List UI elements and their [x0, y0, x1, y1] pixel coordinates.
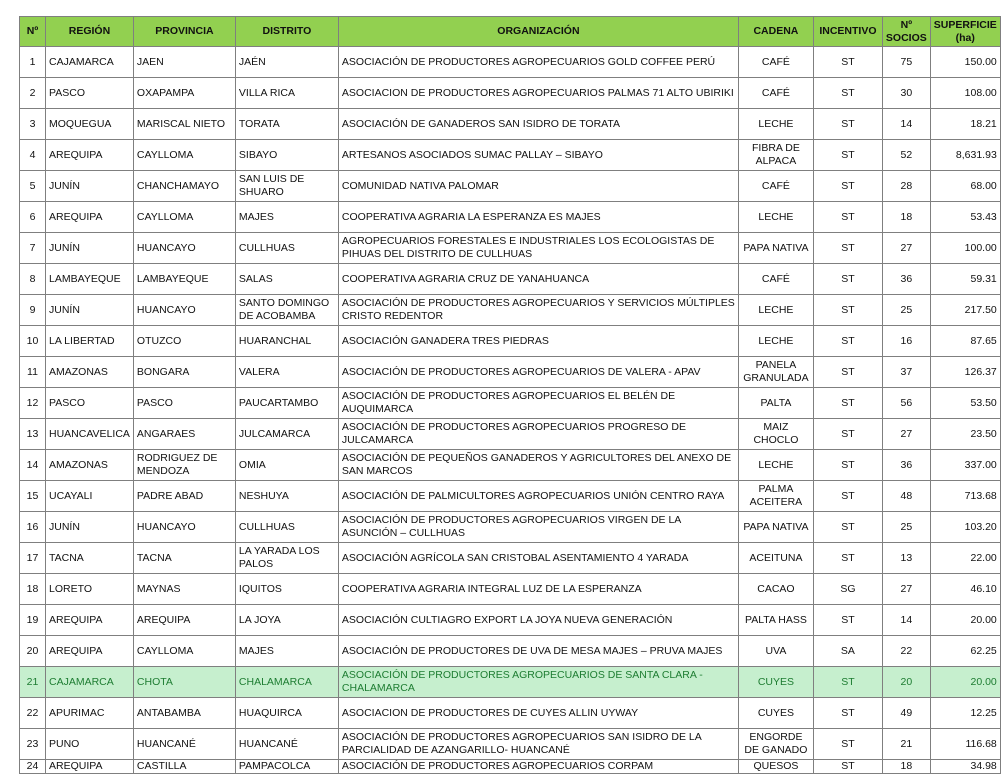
cell-superficie[interactable]: 68.00 [930, 171, 1000, 202]
cell-num[interactable]: 15 [20, 481, 46, 512]
cell-superficie[interactable]: 713.68 [930, 481, 1000, 512]
cell-organizacion[interactable]: AGROPECUARIOS FORESTALES E INDUSTRIALES LOS ECOLOGISTAS DE PIHUAS DEL DISTRITO DE CULLHUAS [338, 233, 738, 264]
cell-socios[interactable]: 56 [882, 388, 930, 419]
cell-incentivo[interactable]: ST [813, 171, 882, 202]
cell-provincia[interactable]: LAMBAYEQUE [133, 264, 235, 295]
cell-cadena[interactable]: LECHE [738, 295, 813, 326]
cell-organizacion[interactable]: ASOCIACION DE PRODUCTORES DE CUYES ALLIN UYWAY [338, 698, 738, 729]
cell-distrito[interactable]: PAMPACOLCA [235, 760, 338, 774]
table-row[interactable] [20, 419, 1001, 450]
cell-distrito[interactable]: VILLA RICA [235, 78, 338, 109]
cell-incentivo[interactable]: ST [813, 450, 882, 481]
cell-incentivo[interactable]: ST [813, 729, 882, 760]
cell-distrito[interactable]: LA YARADA LOS PALOS [235, 543, 338, 574]
cell-incentivo[interactable]: ST [813, 512, 882, 543]
cell-num[interactable]: 11 [20, 357, 46, 388]
cell-socios[interactable]: 13 [882, 543, 930, 574]
cell-distrito[interactable]: JAÉN [235, 47, 338, 78]
cell-provincia[interactable]: TACNA [133, 543, 235, 574]
cell-distrito[interactable]: SIBAYO [235, 140, 338, 171]
cell-cadena[interactable]: CAFÉ [738, 47, 813, 78]
cell-superficie[interactable]: 12.25 [930, 698, 1000, 729]
cell-superficie[interactable]: 108.00 [930, 78, 1000, 109]
cell-distrito[interactable]: MAJES [235, 636, 338, 667]
table-row[interactable] [20, 760, 1001, 774]
cell-organizacion[interactable]: ASOCIACIÓN DE PRODUCTORES AGROPECUARIOS PROGRESO DE JULCAMARCA [338, 419, 738, 450]
cell-num[interactable]: 5 [20, 171, 46, 202]
table-row[interactable] [20, 78, 1001, 109]
table-row[interactable] [20, 481, 1001, 512]
cell-num[interactable]: 13 [20, 419, 46, 450]
cell-region[interactable]: UCAYALI [46, 481, 134, 512]
cell-superficie[interactable]: 150.00 [930, 47, 1000, 78]
cell-organizacion[interactable]: COOPERATIVA AGRARIA INTEGRAL LUZ DE LA ESPERANZA [338, 574, 738, 605]
cell-num[interactable]: 7 [20, 233, 46, 264]
cell-region[interactable]: APURIMAC [46, 698, 134, 729]
cell-num[interactable]: 4 [20, 140, 46, 171]
cell-distrito[interactable]: SAN LUIS DE SHUARO [235, 171, 338, 202]
cell-organizacion[interactable]: ASOCIACIÓN DE PRODUCTORES AGROPECUARIOS GOLD COFFEE PERÚ [338, 47, 738, 78]
cell-superficie[interactable]: 217.50 [930, 295, 1000, 326]
table-row[interactable] [20, 47, 1001, 78]
cell-distrito[interactable]: CULLHUAS [235, 233, 338, 264]
cell-num[interactable]: 18 [20, 574, 46, 605]
cell-provincia[interactable]: AREQUIPA [133, 605, 235, 636]
cell-incentivo[interactable]: ST [813, 140, 882, 171]
cell-incentivo[interactable]: ST [813, 264, 882, 295]
cell-organizacion[interactable]: ASOCIACIÓN DE PRODUCTORES AGROPECUARIOS CORPAM [338, 760, 738, 774]
cell-provincia[interactable]: CASTILLA [133, 760, 235, 774]
cell-num[interactable]: 9 [20, 295, 46, 326]
cell-socios[interactable]: 36 [882, 264, 930, 295]
cell-provincia[interactable]: OTUZCO [133, 326, 235, 357]
cell-provincia[interactable]: CAYLLOMA [133, 202, 235, 233]
cell-region[interactable]: AMAZONAS [46, 450, 134, 481]
cell-socios[interactable]: 18 [882, 202, 930, 233]
table-row[interactable] [20, 202, 1001, 233]
cell-organizacion[interactable]: ASOCIACIÓN AGRÍCOLA SAN CRISTOBAL ASENTAMIENTO 4 YARADA [338, 543, 738, 574]
cell-cadena[interactable]: LECHE [738, 326, 813, 357]
cell-distrito[interactable]: OMIA [235, 450, 338, 481]
cell-region[interactable]: PUNO [46, 729, 134, 760]
cell-superficie[interactable]: 62.25 [930, 636, 1000, 667]
cell-num[interactable]: 10 [20, 326, 46, 357]
cell-region[interactable]: LORETO [46, 574, 134, 605]
cell-region[interactable]: AREQUIPA [46, 760, 134, 774]
cell-incentivo[interactable]: ST [813, 543, 882, 574]
cell-provincia[interactable]: ANTABAMBA [133, 698, 235, 729]
cell-superficie[interactable]: 20.00 [930, 667, 1000, 698]
cell-distrito[interactable]: SANTO DOMINGO DE ACOBAMBA [235, 295, 338, 326]
cell-superficie[interactable]: 18.21 [930, 109, 1000, 140]
header-num[interactable]: Nº [20, 17, 46, 47]
cell-num[interactable]: 6 [20, 202, 46, 233]
cell-socios[interactable]: 48 [882, 481, 930, 512]
cell-distrito[interactable]: JULCAMARCA [235, 419, 338, 450]
cell-region[interactable]: JUNÍN [46, 233, 134, 264]
table-row[interactable] [20, 326, 1001, 357]
cell-socios[interactable]: 27 [882, 419, 930, 450]
cell-cadena[interactable]: PALTA [738, 388, 813, 419]
cell-superficie[interactable]: 20.00 [930, 605, 1000, 636]
cell-cadena[interactable]: PAPA NATIVA [738, 233, 813, 264]
cell-organizacion[interactable]: ASOCIACIÓN GANADERA TRES PIEDRAS [338, 326, 738, 357]
cell-socios[interactable]: 27 [882, 233, 930, 264]
cell-distrito[interactable]: HUAQUIRCA [235, 698, 338, 729]
cell-socios[interactable]: 18 [882, 760, 930, 774]
header-row [20, 17, 1001, 47]
table-row[interactable] [20, 388, 1001, 419]
cell-organizacion[interactable]: ASOCIACIÓN DE PRODUCTORES DE UVA DE MESA MAJES – PRUVA MAJES [338, 636, 738, 667]
cell-cadena[interactable]: CAFÉ [738, 264, 813, 295]
cell-cadena[interactable]: LECHE [738, 202, 813, 233]
cell-socios[interactable]: 27 [882, 574, 930, 605]
table-row[interactable] [20, 357, 1001, 388]
cell-num[interactable]: 16 [20, 512, 46, 543]
cell-socios[interactable]: 37 [882, 357, 930, 388]
cell-num[interactable]: 3 [20, 109, 46, 140]
cell-socios[interactable]: 75 [882, 47, 930, 78]
cell-region[interactable]: AREQUIPA [46, 140, 134, 171]
cell-cadena[interactable]: UVA [738, 636, 813, 667]
cell-organizacion[interactable]: ASOCIACIÓN DE PRODUCTORES AGROPECUARIOS Y SERVICIOS MÚLTIPLES CRISTO REDENTOR [338, 295, 738, 326]
cell-provincia[interactable]: CHANCHAMAYO [133, 171, 235, 202]
header-region[interactable]: REGIÓN [46, 17, 134, 47]
cell-socios[interactable]: 14 [882, 109, 930, 140]
cell-cadena[interactable]: CACAO [738, 574, 813, 605]
cell-provincia[interactable]: HUANCAYO [133, 233, 235, 264]
cell-incentivo[interactable]: ST [813, 667, 882, 698]
cell-provincia[interactable]: CHOTA [133, 667, 235, 698]
cell-incentivo[interactable]: ST [813, 295, 882, 326]
table-row[interactable] [20, 140, 1001, 171]
cell-region[interactable]: AMAZONAS [46, 357, 134, 388]
cell-organizacion[interactable]: ASOCIACIÓN DE PRODUCTORES AGROPECUARIOS EL BELÉN DE AUQUIMARCA [338, 388, 738, 419]
cell-organizacion[interactable]: ASOCIACIÓN DE PRODUCTORES AGROPECUARIOS VIRGEN DE LA ASUNCIÓN – CULLHUAS [338, 512, 738, 543]
table-row[interactable] [20, 512, 1001, 543]
cell-incentivo[interactable]: ST [813, 202, 882, 233]
table-row[interactable] [20, 698, 1001, 729]
cell-region[interactable]: TACNA [46, 543, 134, 574]
cell-provincia[interactable]: PADRE ABAD [133, 481, 235, 512]
cell-socios[interactable]: 21 [882, 729, 930, 760]
cell-region[interactable]: CAJAMARCA [46, 47, 134, 78]
cell-socios[interactable]: 25 [882, 295, 930, 326]
cell-incentivo[interactable]: ST [813, 481, 882, 512]
cell-superficie[interactable]: 126.37 [930, 357, 1000, 388]
table-row[interactable] [20, 636, 1001, 667]
cell-region[interactable]: AREQUIPA [46, 202, 134, 233]
cell-incentivo[interactable]: SA [813, 636, 882, 667]
cell-num[interactable]: 2 [20, 78, 46, 109]
cell-superficie[interactable]: 22.00 [930, 543, 1000, 574]
cell-num[interactable]: 8 [20, 264, 46, 295]
cell-incentivo[interactable]: ST [813, 419, 882, 450]
cell-provincia[interactable]: CAYLLOMA [133, 636, 235, 667]
cell-organizacion[interactable]: ASOCIACIÓN CULTIAGRO EXPORT LA JOYA NUEVA GENERACIÓN [338, 605, 738, 636]
table-row[interactable] [20, 450, 1001, 481]
cell-cadena[interactable]: FIBRA DE ALPACA [738, 140, 813, 171]
cell-socios[interactable]: 22 [882, 636, 930, 667]
cell-socios[interactable]: 16 [882, 326, 930, 357]
table-row[interactable] [20, 171, 1001, 202]
table-row[interactable] [20, 233, 1001, 264]
cell-distrito[interactable]: SALAS [235, 264, 338, 295]
cell-region[interactable]: JUNÍN [46, 171, 134, 202]
cell-region[interactable]: LAMBAYEQUE [46, 264, 134, 295]
cell-num[interactable]: 23 [20, 729, 46, 760]
cell-cadena[interactable]: CAFÉ [738, 171, 813, 202]
cell-organizacion[interactable]: ASOCIACION DE PRODUCTORES AGROPECUARIOS PALMAS 71 ALTO UBIRIKI [338, 78, 738, 109]
cell-provincia[interactable]: PASCO [133, 388, 235, 419]
header-cadena[interactable]: CADENA [738, 17, 813, 47]
cell-organizacion[interactable]: ASOCIACIÓN DE PRODUCTORES AGROPECUARIOS SAN ISIDRO DE LA PARCIALIDAD DE AZANGARILLO- HUANCANÉ [338, 729, 738, 760]
cell-distrito[interactable]: MAJES [235, 202, 338, 233]
cell-incentivo[interactable]: ST [813, 78, 882, 109]
cell-incentivo[interactable]: ST [813, 698, 882, 729]
cell-organizacion[interactable]: ASOCIACIÓN DE PRODUCTORES AGROPECUARIOS DE VALERA - APAV [338, 357, 738, 388]
cell-organizacion[interactable]: ARTESANOS ASOCIADOS SUMAC PALLAY – SIBAYO [338, 140, 738, 171]
cell-organizacion[interactable]: COMUNIDAD NATIVA PALOMAR [338, 171, 738, 202]
cell-num[interactable]: 24 [20, 760, 46, 774]
cell-superficie[interactable]: 34.98 [930, 760, 1000, 774]
cell-provincia[interactable]: OXAPAMPA [133, 78, 235, 109]
cell-num[interactable]: 20 [20, 636, 46, 667]
cell-distrito[interactable]: CHALAMARCA [235, 667, 338, 698]
cell-provincia[interactable]: MAYNAS [133, 574, 235, 605]
cell-cadena[interactable]: CUYES [738, 698, 813, 729]
table-row[interactable] [20, 109, 1001, 140]
cell-cadena[interactable]: CUYES [738, 667, 813, 698]
cell-superficie[interactable]: 53.50 [930, 388, 1000, 419]
cell-distrito[interactable]: HUARANCHAL [235, 326, 338, 357]
cell-num[interactable]: 21 [20, 667, 46, 698]
cell-superficie[interactable]: 103.20 [930, 512, 1000, 543]
cell-provincia[interactable]: BONGARA [133, 357, 235, 388]
cell-organizacion[interactable]: ASOCIACIÓN DE GANADEROS SAN ISIDRO DE TORATA [338, 109, 738, 140]
cell-distrito[interactable]: IQUITOS [235, 574, 338, 605]
cell-region[interactable]: LA LIBERTAD [46, 326, 134, 357]
header-organizacion[interactable]: ORGANIZACIÓN [338, 17, 738, 47]
cell-distrito[interactable]: HUANCANÉ [235, 729, 338, 760]
cell-region[interactable]: PASCO [46, 388, 134, 419]
cell-provincia[interactable]: HUANCAYO [133, 512, 235, 543]
cell-superficie[interactable]: 53.43 [930, 202, 1000, 233]
cell-socios[interactable]: 49 [882, 698, 930, 729]
cell-socios[interactable]: 25 [882, 512, 930, 543]
table-row[interactable] [20, 543, 1001, 574]
cell-cadena[interactable]: CAFÉ [738, 78, 813, 109]
cell-num[interactable]: 22 [20, 698, 46, 729]
cell-incentivo[interactable]: ST [813, 388, 882, 419]
cell-incentivo[interactable]: SG [813, 574, 882, 605]
table-row[interactable] [20, 264, 1001, 295]
cell-superficie[interactable]: 8,631.93 [930, 140, 1000, 171]
cell-num[interactable]: 17 [20, 543, 46, 574]
cell-provincia[interactable]: MARISCAL NIETO [133, 109, 235, 140]
cell-superficie[interactable]: 23.50 [930, 419, 1000, 450]
cell-region[interactable]: MOQUEGUA [46, 109, 134, 140]
header-socios[interactable]: Nº SOCIOS [882, 17, 930, 47]
cell-superficie[interactable]: 87.65 [930, 326, 1000, 357]
cell-distrito[interactable]: VALERA [235, 357, 338, 388]
cell-cadena[interactable]: PALMA ACEITERA [738, 481, 813, 512]
cell-region[interactable]: AREQUIPA [46, 605, 134, 636]
cell-socios[interactable]: 28 [882, 171, 930, 202]
cell-organizacion[interactable]: ASOCIACIÓN DE PALMICULTORES AGROPECUARIOS UNIÓN CENTRO RAYA [338, 481, 738, 512]
cell-cadena[interactable]: PAPA NATIVA [738, 512, 813, 543]
table-row[interactable] [20, 295, 1001, 326]
cell-region[interactable]: JUNÍN [46, 512, 134, 543]
cell-distrito[interactable]: NESHUYA [235, 481, 338, 512]
cell-distrito[interactable]: CULLHUAS [235, 512, 338, 543]
header-incentivo[interactable]: INCENTIVO [813, 17, 882, 47]
cell-organizacion[interactable]: ASOCIACIÓN DE PEQUEÑOS GANADEROS Y AGRICULTORES DEL ANEXO DE SAN MARCOS [338, 450, 738, 481]
cell-region[interactable]: CAJAMARCA [46, 667, 134, 698]
table-row[interactable] [20, 667, 1001, 698]
organizations-table [19, 16, 1001, 774]
cell-socios[interactable]: 30 [882, 78, 930, 109]
cell-cadena[interactable]: ACEITUNA [738, 543, 813, 574]
cell-incentivo[interactable]: ST [813, 109, 882, 140]
cell-num[interactable]: 12 [20, 388, 46, 419]
cell-cadena[interactable]: LECHE [738, 109, 813, 140]
cell-superficie[interactable]: 59.31 [930, 264, 1000, 295]
table-row[interactable] [20, 605, 1001, 636]
cell-cadena[interactable]: LECHE [738, 450, 813, 481]
cell-incentivo[interactable]: ST [813, 760, 882, 774]
cell-num[interactable]: 14 [20, 450, 46, 481]
cell-superficie[interactable]: 337.00 [930, 450, 1000, 481]
cell-cadena[interactable]: ENGORDE DE GANADO [738, 729, 813, 760]
cell-provincia[interactable]: ANGARAES [133, 419, 235, 450]
cell-incentivo[interactable]: ST [813, 233, 882, 264]
cell-region[interactable]: PASCO [46, 78, 134, 109]
cell-incentivo[interactable]: ST [813, 605, 882, 636]
cell-organizacion[interactable]: COOPERATIVA AGRARIA CRUZ DE YANAHUANCA [338, 264, 738, 295]
cell-num[interactable]: 19 [20, 605, 46, 636]
cell-socios[interactable]: 14 [882, 605, 930, 636]
cell-organizacion[interactable]: ASOCIACIÓN DE PRODUCTORES AGROPECUARIOS DE SANTA CLARA - CHALAMARCA [338, 667, 738, 698]
cell-socios[interactable]: 52 [882, 140, 930, 171]
cell-provincia[interactable]: RODRIGUEZ DE MENDOZA [133, 450, 235, 481]
cell-provincia[interactable]: CAYLLOMA [133, 140, 235, 171]
cell-cadena[interactable]: QUESOS [738, 760, 813, 774]
cell-organizacion[interactable]: COOPERATIVA AGRARIA LA ESPERANZA ES MAJES [338, 202, 738, 233]
cell-distrito[interactable]: LA JOYA [235, 605, 338, 636]
cell-provincia[interactable]: JAEN [133, 47, 235, 78]
cell-distrito[interactable]: TORATA [235, 109, 338, 140]
cell-superficie[interactable]: 100.00 [930, 233, 1000, 264]
table-row[interactable] [20, 729, 1001, 760]
cell-incentivo[interactable]: ST [813, 357, 882, 388]
cell-cadena[interactable]: PANELA GRANULADA [738, 357, 813, 388]
cell-num[interactable]: 1 [20, 47, 46, 78]
cell-provincia[interactable]: HUANCAYO [133, 295, 235, 326]
cell-distrito[interactable]: PAUCARTAMBO [235, 388, 338, 419]
header-provincia[interactable]: PROVINCIA [133, 17, 235, 47]
cell-region[interactable]: HUANCAVELICA [46, 419, 134, 450]
cell-cadena[interactable]: PALTA HASS [738, 605, 813, 636]
cell-socios[interactable]: 20 [882, 667, 930, 698]
header-distrito[interactable]: DISTRITO [235, 17, 338, 47]
table-row[interactable] [20, 574, 1001, 605]
cell-region[interactable]: AREQUIPA [46, 636, 134, 667]
cell-superficie[interactable]: 116.68 [930, 729, 1000, 760]
cell-incentivo[interactable]: ST [813, 47, 882, 78]
cell-provincia[interactable]: HUANCANÉ [133, 729, 235, 760]
cell-incentivo[interactable]: ST [813, 326, 882, 357]
cell-socios[interactable]: 36 [882, 450, 930, 481]
cell-cadena[interactable]: MAIZ CHOCLO [738, 419, 813, 450]
header-superficie[interactable]: SUPERFICIE (ha) [930, 17, 1000, 47]
cell-superficie[interactable]: 46.10 [930, 574, 1000, 605]
cell-region[interactable]: JUNÍN [46, 295, 134, 326]
